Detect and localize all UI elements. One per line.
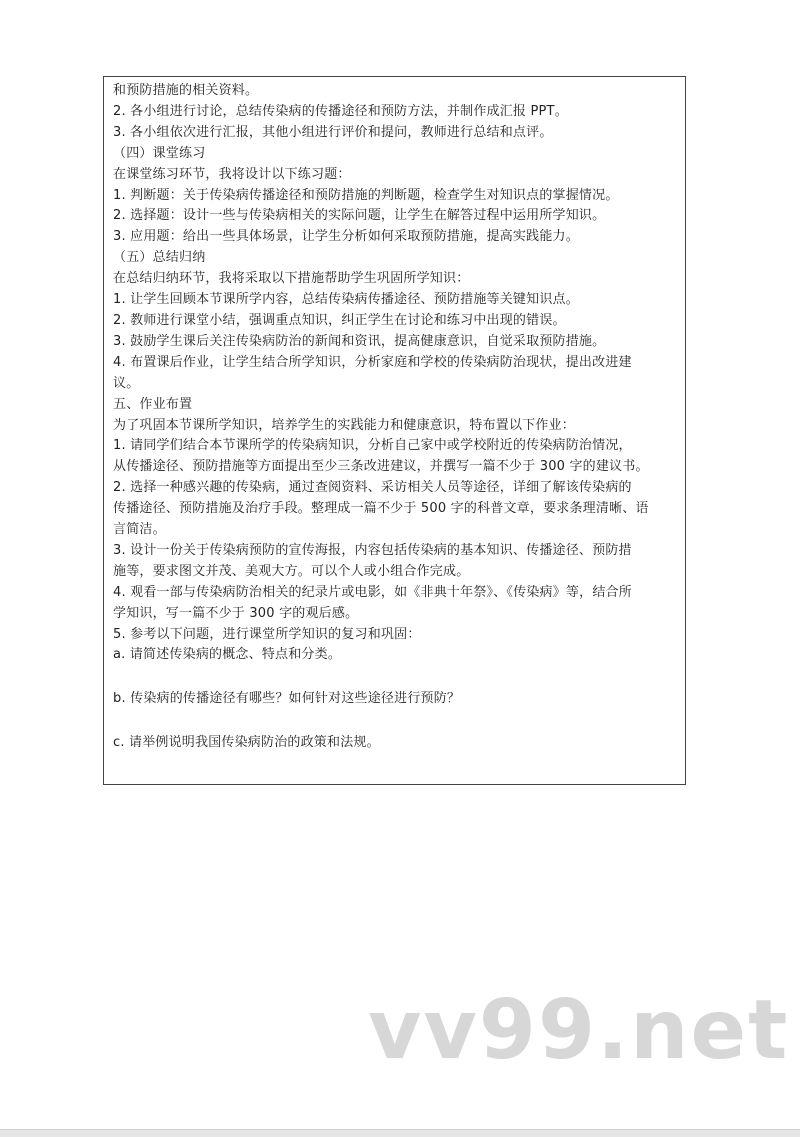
text-line: 3. 各小组依次进行汇报，其他小组进行评价和提问，教师进行总结和点评。	[113, 124, 553, 140]
text-line: 3. 设计一份关于传染病预防的宣传海报，内容包括传染病的基本知识、传播途径、预防措	[113, 542, 632, 558]
text-line: 为了巩固本节课所学知识，培养学生的实践能力和健康意识，特布置以下作业：	[113, 417, 576, 433]
text-line: 3. 应用题：给出一些具体场景，让学生分析如何采取预防措施，提高实践能力。	[113, 229, 579, 245]
text-line: 在课堂练习环节，我将设计以下练习题：	[113, 166, 351, 182]
spacer	[113, 666, 679, 689]
text-line: 学知识，写一篇不少于 300 字的观后感。	[113, 605, 359, 621]
text-line: 4. 观看一部与传染病防治相关的纪录片或电影，如《非典十年祭》、《传染病》等，结合所	[113, 584, 632, 600]
text-line: 和预防措施的相关资料。	[113, 83, 259, 98]
text-line: 从传播途径、预防措施等方面提出至少三条改进建议，并撰写一篇不少于 300 字的建议书。	[113, 459, 649, 475]
page-bottom-edge	[0, 1129, 800, 1137]
document-content-frame	[103, 76, 686, 785]
text-line: 4. 布置课后作业，让学生结合所学知识，分析家庭和学校的传染病防治现状，提出改进建	[113, 354, 632, 370]
text-line: 1. 判断题：关于传染病传播途径和预防措施的判断题，检查学生对知识点的掌握情况。	[113, 187, 619, 203]
watermark-text: vv99.net	[368, 983, 790, 1078]
text-line: 5. 参考以下问题，进行课堂所学知识的复习和巩固：	[113, 626, 421, 642]
text-line: 议。	[113, 375, 140, 391]
text-line: 2. 各小组进行讨论，总结传染病的传播途径和预防方法，并制作成汇报 PPT。	[113, 103, 568, 119]
text-line: 言简洁。	[113, 522, 166, 538]
text-line: 传播途径、预防措施及治疗手段。整理成一篇不少于 500 字的科普文章，要求条理清晰、语	[113, 501, 649, 517]
text-line: 2. 选择一种感兴趣的传染病，通过查阅资料、采访相关人员等途径，详细了解该传染病的	[113, 480, 632, 496]
review-question: b. 传染病的传播途径有哪些？如何针对这些途径进行预防？	[113, 691, 461, 707]
text-line: 施等，要求图文并茂、美观大方。可以个人或小组合作完成。	[113, 563, 470, 579]
text-line: 3. 鼓励学生课后关注传染病防治的新闻和资讯，提高健康意识，自觉采取预防措施。	[113, 333, 606, 349]
section-heading: （四）课堂练习	[113, 145, 206, 161]
text-line: 2. 教师进行课堂小结，强调重点知识，纠正学生在讨论和练习中出现的错误。	[113, 312, 566, 328]
text-line: 在总结归纳环节，我将采取以下措施帮助学生巩固所学知识：	[113, 271, 470, 287]
text-line: 1. 请同学们结合本节课所学的传染病知识，分析自己家中或学校附近的传染病防治情况，	[113, 438, 632, 454]
section-heading: （五）总结归纳	[113, 250, 206, 266]
section-heading: 五、作业布置	[113, 396, 193, 412]
review-question: a. 请简述传染病的概念、特点和分类。	[113, 647, 342, 663]
review-question: c. 请举例说明我国传染病防治的政策和法规。	[113, 735, 380, 751]
text-line: 2. 选择题：设计一些与传染病相关的实际问题，让学生在解答过程中运用所学知识。	[113, 208, 606, 224]
spacer	[113, 710, 679, 733]
text-line: 1. 让学生回顾本节课所学内容，总结传染病传播途径、预防措施等关键知识点。	[113, 292, 579, 308]
